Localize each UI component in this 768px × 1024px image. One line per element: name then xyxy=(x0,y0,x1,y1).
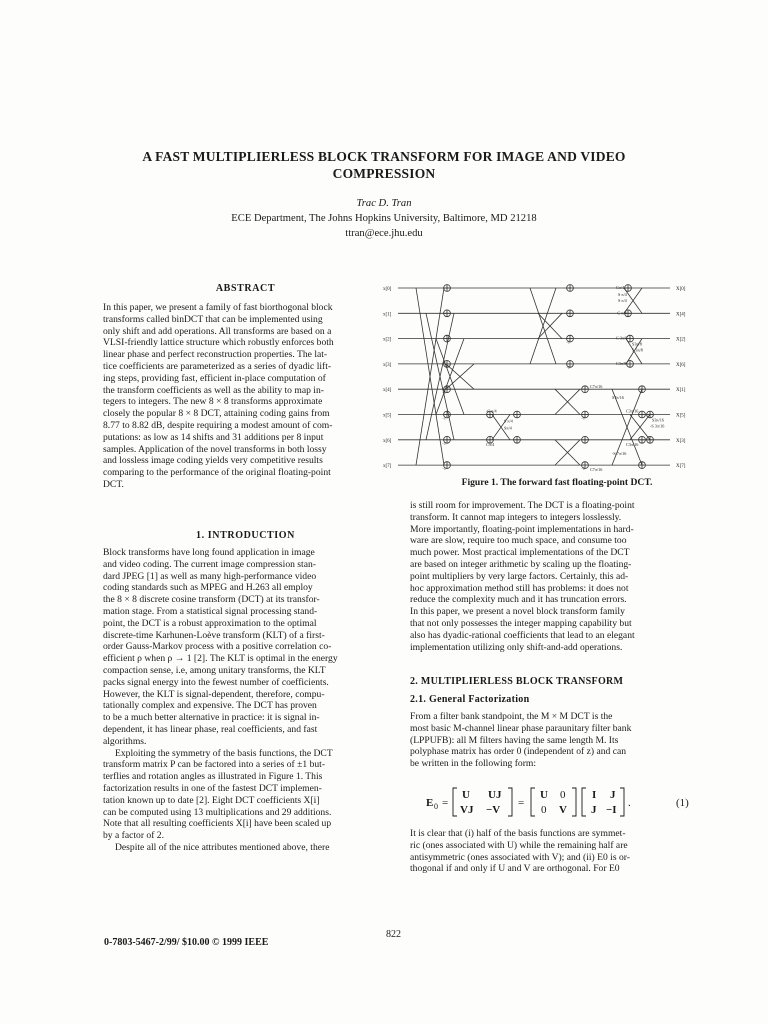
abstract-line: VLSI-friendly lattice structure which robustly enforces both xyxy=(103,337,334,349)
abstract-line: comparing to the performance of the original floating-point xyxy=(103,467,331,479)
intro-line: Despite all of the nice attributes mentioned above, there xyxy=(115,841,330,853)
rotation-label: -S 7π/16 xyxy=(612,450,627,456)
rotation-label: S7π/16 xyxy=(612,395,624,401)
intro-line: Note that all resulting coefficients X[i] have been scaled up xyxy=(103,818,332,830)
svg-text:−I: −I xyxy=(606,804,617,816)
body-line: More importantly, floating-point implementations in hard- xyxy=(410,523,634,535)
intro-line: mation stage. From a statistical signal processing stand- xyxy=(103,605,318,617)
dct-flowgraph xyxy=(380,278,698,474)
rotation-label: S3π/16 xyxy=(652,417,664,423)
input-label: x[0] xyxy=(383,287,392,292)
rotation-label: S π/4 xyxy=(618,298,627,303)
svg-text:−V: −V xyxy=(486,804,501,816)
intro-line: terflies and rotation angles as illustrated in Figure 1. This xyxy=(103,771,323,783)
output-label: X[5] xyxy=(676,413,686,419)
intro-line: by a factor of 2. xyxy=(103,830,165,842)
output-label: X[3] xyxy=(676,438,686,444)
intro-line: order Gauss-Markov process with a positive correlation co- xyxy=(103,641,332,653)
email: ttran@ece.jhu.edu xyxy=(345,228,423,239)
equation-number: (1) xyxy=(676,797,689,809)
svg-text:U: U xyxy=(462,789,470,801)
minus-sign: −1 xyxy=(581,467,585,472)
abstract-line: closely the popular 8 × 8 DCT, attaining coding gains from xyxy=(103,408,330,420)
body-line: implementation utilizing only shift-and-add operations. xyxy=(410,641,623,653)
output-label: X[2] xyxy=(676,337,686,343)
equation-1 xyxy=(410,782,700,822)
intro-line: efficient ρ when ρ → 1 [2]. The KLT is optimal in the energy xyxy=(103,653,338,665)
rotation-label: Cπ/4 xyxy=(616,285,625,290)
intro-line: point, the DCT is a robust approximation to the optimal xyxy=(103,617,317,629)
abstract-line: tegers to integers. The new 8 × 8 transforms approximate xyxy=(103,396,323,408)
abstract-line: linear phase and perfect reconstruction properties. The lat- xyxy=(103,349,328,361)
body-line: hoc approximation method still has problems: it does not xyxy=(410,582,629,594)
minus-sign: −1 xyxy=(566,365,570,370)
paper-title xyxy=(0,148,768,182)
body-line: much power. Most practical implementations of the DCT xyxy=(410,547,630,559)
abstract-line: and lossless image coding yields very competitive results xyxy=(103,455,323,467)
page-number: 822 xyxy=(386,929,401,940)
author-block xyxy=(0,196,768,241)
body-line: point multipliers by very large factors. Certainly, this ad- xyxy=(410,570,629,582)
svg-text:=: = xyxy=(518,797,525,809)
intro-line: However, the KLT is signal-dependent, therefore, compu- xyxy=(103,688,325,700)
body-line: In this paper, we present a novel block transform family xyxy=(410,606,625,618)
intro-line: algorithms. xyxy=(103,735,147,747)
output-label: X[7] xyxy=(676,464,686,470)
intro-line: factorization results in one of the fastest DCT implemen- xyxy=(103,782,322,794)
svg-text:J: J xyxy=(610,789,616,801)
intro-line: dependent, it has linear phase, real coefficients, and fast xyxy=(103,723,318,735)
author-name: Trac D. Tran xyxy=(356,198,412,209)
intro-line: and video coding. The current image compression stan- xyxy=(103,558,316,570)
affiliation: ECE Department, The Johns Hopkins University, Baltimore, MD 21218 xyxy=(231,213,537,224)
minus-sign: −1 xyxy=(581,416,585,421)
input-label: x[1] xyxy=(383,312,392,318)
intro-line: packs signal energy into the fewest number of coefficients. xyxy=(103,676,329,688)
svg-text:0: 0 xyxy=(541,804,547,816)
right-body-3 xyxy=(410,828,700,875)
abstract-line: transforms called binDCT that can be implemented using xyxy=(103,313,323,325)
abstract-heading: ABSTRACT xyxy=(215,283,276,294)
minus-sign: −1 xyxy=(566,340,570,345)
input-label: x[7] xyxy=(383,464,392,470)
intro-line: discrete-time Karhunen-Loève transform (KLT) of a first- xyxy=(103,629,325,641)
minus-sign: −1 xyxy=(442,467,446,472)
svg-text:U: U xyxy=(540,789,548,801)
svg-text:.: . xyxy=(628,797,631,809)
intro-body xyxy=(103,547,388,854)
title-line-2: COMPRESSION xyxy=(332,166,436,181)
intro-line: to be a much better alternative in practice: it is signal in- xyxy=(103,712,320,724)
body-line: reduce the complexity much and it has truncation errors. xyxy=(410,594,627,606)
body-line: It is clear that (i) half of the basis functions are symmet- xyxy=(410,828,626,839)
input-label: x[6] xyxy=(383,438,392,444)
body-line: is still room for improvement. The DCT is a floating-point xyxy=(410,500,635,511)
section-2-heading: 2. MULTIPLIERLESS BLOCK TRANSFORM xyxy=(410,676,624,687)
body-line: From a filter bank standpoint, the M × M DCT is the xyxy=(410,711,613,722)
rotation-label: Cπ/4 xyxy=(486,441,495,447)
rotation-label: C 3π/8 xyxy=(616,335,628,341)
abstract-line: tice coefficients are parameterized as a series of dyadic lift- xyxy=(103,360,332,372)
intro-line: transform matrix P can be factored into a series of ±1 but- xyxy=(103,759,326,771)
footer-isbn: 0-7803-5467-2/99/ $10.00 © 1999 IEEE xyxy=(104,937,269,948)
body-line: ric (ones associated with U) while the remaining half are xyxy=(410,839,628,851)
body-line: transform. It cannot map integers to integers losslessly. xyxy=(410,511,622,523)
svg-text:=: = xyxy=(442,797,449,809)
intro-line: tationally complex and expensive. The DCT has proven xyxy=(103,700,317,712)
minus-sign: −1 xyxy=(442,416,446,421)
rotation-label: S3π/8 xyxy=(632,341,642,347)
body-line: also has dyadic-rational coefficients that lead to an elegant xyxy=(410,629,635,641)
figure-caption: Figure 1. The forward fast floating-point DCT. xyxy=(461,477,653,488)
rotation-label: S 3π/8 xyxy=(632,347,643,353)
rotation-label: C3π/16 xyxy=(626,408,639,414)
abstract-line: ing steps, providing fast, efficient in-place computation of xyxy=(103,372,326,384)
abstract-body xyxy=(103,302,388,491)
intro-line: Block transforms have long found application in image xyxy=(103,547,315,558)
intro-line: coding standards such as MPEG and H.263 all employ xyxy=(103,582,313,594)
svg-text:J: J xyxy=(591,804,597,816)
input-label: x[3] xyxy=(383,362,392,368)
output-label: X[4] xyxy=(676,312,686,318)
minus-sign: −1 xyxy=(442,391,446,396)
rotation-label: C3π/8 xyxy=(616,360,627,366)
rotation-label: S π/4 xyxy=(618,292,627,297)
right-body-1 xyxy=(410,500,700,653)
svg-text:UJ: UJ xyxy=(488,789,502,801)
abstract-line: only shift and add operations. All transforms are based on a xyxy=(103,325,332,337)
output-label: X[0] xyxy=(676,287,686,292)
intro-line: can be computed using 13 multiplications and 29 additions. xyxy=(103,806,332,818)
intro-heading: 1. INTRODUCTION xyxy=(195,530,295,541)
output-label: X[6] xyxy=(676,362,686,368)
rotation-label: C3π/16 xyxy=(626,441,639,447)
intro-line: the 8 × 8 discrete cosine transform (DCT) at its transfor- xyxy=(103,594,320,606)
intro-line: dard JPEG [1] as well as many high-performance video xyxy=(103,570,317,582)
title-line-1: A FAST MULTIPLIERLESS BLOCK TRANSFORM FOR IMAGE AND VIDEO xyxy=(142,149,626,164)
abstract-line: In this paper, we present a family of fast biorthogonal block xyxy=(103,302,333,313)
body-line: most basic M-channel linear phase paraunitary filter bank xyxy=(410,722,632,734)
intro-line: Exploiting the symmetry of the basis functions, the DCT xyxy=(115,747,333,759)
body-line: (LPPUFB): all M filters having the same length M. Its xyxy=(410,734,619,746)
svg-text:E: E xyxy=(426,797,434,809)
body-line: thogonal if and only if U and V are orthogonal. For E0 xyxy=(410,863,620,875)
minus-sign: −1 xyxy=(442,441,446,446)
body-line: be written in the following form: xyxy=(410,758,537,770)
svg-text:0: 0 xyxy=(560,789,566,801)
body-line: are based on integer arithmetic by scaling up the floating- xyxy=(410,558,632,570)
svg-text:VJ: VJ xyxy=(460,804,474,816)
body-line: antisymmetric (ones associated with V); and (ii) E0 is or- xyxy=(410,851,630,863)
intro-line: compaction sense, i.e, among unitary transforms, the KLT xyxy=(103,664,326,676)
input-label: x[4] xyxy=(383,388,392,394)
abstract-line: DCT. xyxy=(103,478,124,490)
rotation-label: -S 3π/16 xyxy=(650,423,665,429)
rotation-label: C7π/16 xyxy=(590,384,603,390)
rotation-label: -C π/4 xyxy=(616,310,627,316)
abstract-line: 8.77 to 8.82 dB, despite requiring a modest amount of com- xyxy=(103,419,333,431)
input-label: x[5] xyxy=(383,413,392,419)
rotation-label: -C π/4 xyxy=(486,408,497,414)
intro-line: tation known up to date [2]. Eight DCT coefficients X[i] xyxy=(103,794,320,806)
input-label: x[2] xyxy=(383,337,392,343)
body-line: that not only possesses the integer mapping capability but xyxy=(410,617,632,629)
body-line: polyphase matrix has order 0 (independent of z) and can xyxy=(410,746,627,758)
rotation-label: Sπ/4 xyxy=(504,425,512,431)
subsection-21-heading: 2.1. General Factorization xyxy=(410,694,530,705)
body-line: ware are slow, require too much space, and consume too xyxy=(410,535,627,547)
rotation-label: S π/4 xyxy=(504,418,513,424)
abstract-line: samples. Application of the novel transforms in both lossy xyxy=(103,443,327,455)
svg-text:0: 0 xyxy=(434,802,438,811)
svg-text:I: I xyxy=(592,789,597,801)
rotation-label: C7π/16 xyxy=(590,467,603,473)
equation-1-render xyxy=(410,782,700,822)
abstract-line: the transform coefficients as well as the ability to map in- xyxy=(103,384,324,396)
abstract-line: putations: as low as 14 shifts and 31 additions per 8 input xyxy=(103,431,324,443)
output-label: X[1] xyxy=(676,388,686,394)
right-body-2 xyxy=(410,711,700,770)
svg-text:V: V xyxy=(559,804,567,816)
